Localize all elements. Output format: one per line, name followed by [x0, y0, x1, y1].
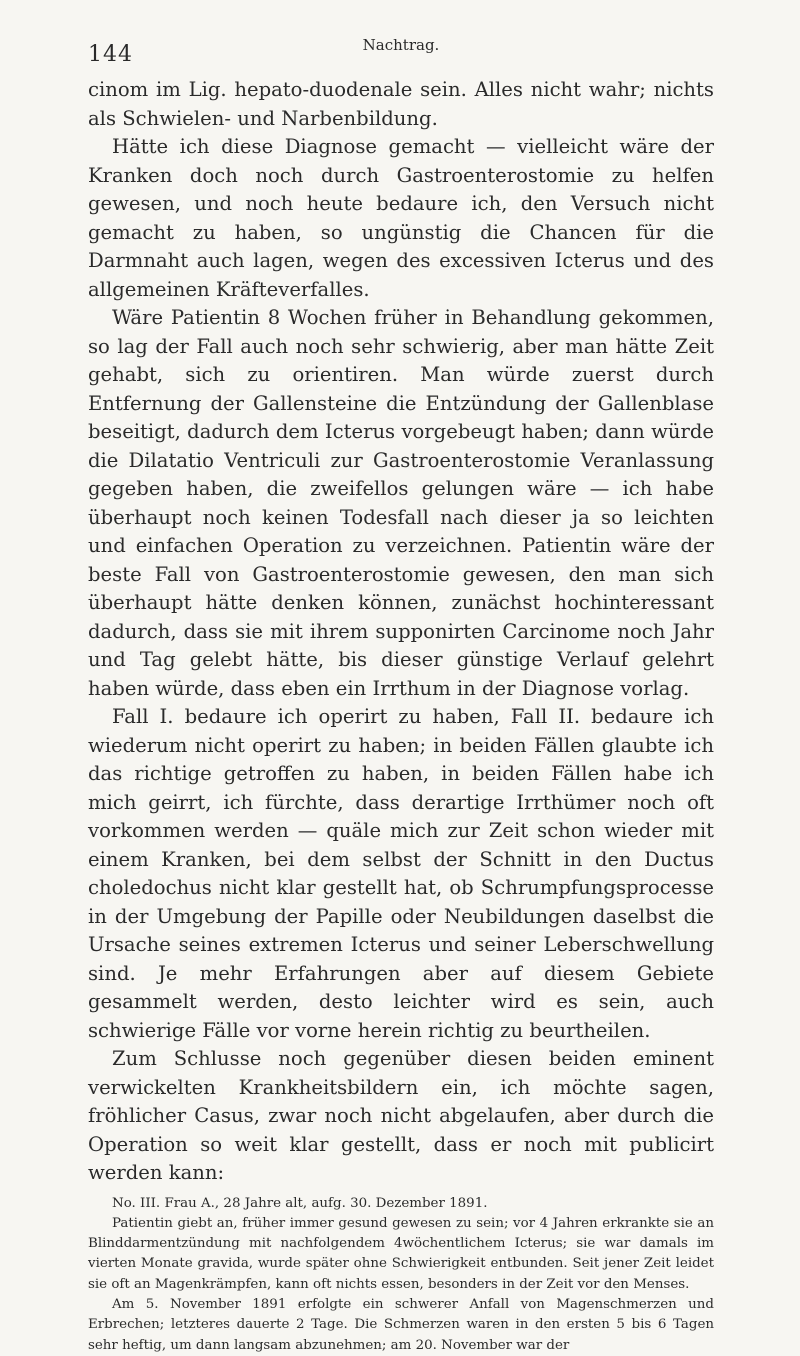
body-paragraph: Hätte ich diese Diagnose gemacht — vielleicht wäre der Kranken doch noch durch Gastroenterostomie zu helfen gewesen, und noch heute bedaure ich, den Versuch nicht gemacht zu haben, so ungünstig die Chancen für die Darmnaht auch lagen, wegen des excessiven Icterus und des allgemeinen Kräfteverfalles. — [88, 135, 714, 301]
case-report — [88, 1194, 714, 1356]
case-heading: No. III. Frau A., 28 Jahre alt, aufg. 30. Dezember 1891. — [112, 1195, 488, 1211]
case-paragraph: Patientin giebt an, früher immer gesund gewesen zu sein; vor 4 Jahren erkrankte sie an Blinddarmentzündung mit nachfolgendem 4wöchentlichem Icterus; sie war damals im vierten Monate gravida, wurde später ohne Schwierigkeit entbunden. Seit jener Zeit leidet sie oft an Magenkrämpfen, kann oft nichts essen, besonders in der Zeit vor den Menses. — [88, 1215, 714, 1292]
case-paragraph: Am 5. November 1891 erfolgte ein schwerer Anfall von Magenschmerzen und Erbrechen; letzteres dauerte 2 Tage. Die Schmerzen waren in den ersten 5 bis 6 Tagen sehr heftig, um dann langsam abzunehmen; am 20. November war der — [88, 1296, 714, 1353]
body-paragraph: Wäre Patientin 8 Wochen früher in Behandlung gekommen, so lag der Fall auch noch sehr schwierig, aber man hätte Zeit gehabt, sich zu orientiren. Man würde zuerst durch Entfernung der Gallensteine die Entzündung der Gallenblase beseitigt, dadurch dem Icterus vorgebeugt haben; dann würde die Dilatatio Ventriculi zur Gastroenterostomie Veranlassung gegeben haben, die zweifellos gelungen wäre — ich habe überhaupt noch keinen Todesfall nach dieser ja so leichten und einfachen Operation zu verzeichnen. Patientin wäre der beste Fall von Gastroenterostomie gewesen, den man sich überhaupt hätte denken können, zunächst hochinteressant dadurch, dass sie mit ihrem supponirten Carcinome noch Jahr und Tag gelebt hätte, bis dieser günstige Verlauf gelehrt haben würde, dass eben ein Irrthum in der Diagnose vorlag. — [88, 306, 714, 700]
book-page — [88, 28, 714, 1356]
main-text — [88, 76, 714, 1188]
page-header — [88, 28, 714, 76]
page-number: 144 — [88, 42, 133, 67]
running-head: Nachtrag. — [362, 36, 440, 54]
body-paragraph: Zum Schlusse noch gegenüber diesen beiden eminent verwickelten Krankheitsbildern ein, ich möchte sagen, fröhlicher Casus, zwar noch nicht abgelaufen, aber durch die Operation so weit klar gestellt, dass er noch mit publicirt werden kann: — [88, 1047, 714, 1184]
body-paragraph: cinom im Lig. hepato-duodenale sein. Alles nicht wahr; nichts als Schwielen- und Narbenbildung. — [88, 78, 714, 130]
body-paragraph: Fall I. bedaure ich operirt zu haben, Fall II. bedaure ich wiederum nicht operirt zu haben; in beiden Fällen glaubte ich das richtige getroffen zu haben, in beiden Fällen habe ich mich geirrt, ich fürchte, dass derartige Irrthümer noch oft vorkommen werden — quäle mich zur Zeit schon wieder mit einem Kranken, bei dem selbst der Schnitt in den Ductus choledochus nicht klar gestellt hat, ob Schrumpfungsprocesse in der Umgebung der Papille oder Neubildungen daselbst die Ursache seines extremen Icterus und seiner Leberschwellung sind. Je mehr Erfahrungen aber auf diesem Gebiete gesammelt werden, desto leichter wird es sein, auch schwierige Fälle vor vorne herein richtig zu beurtheilen. — [88, 705, 714, 1042]
